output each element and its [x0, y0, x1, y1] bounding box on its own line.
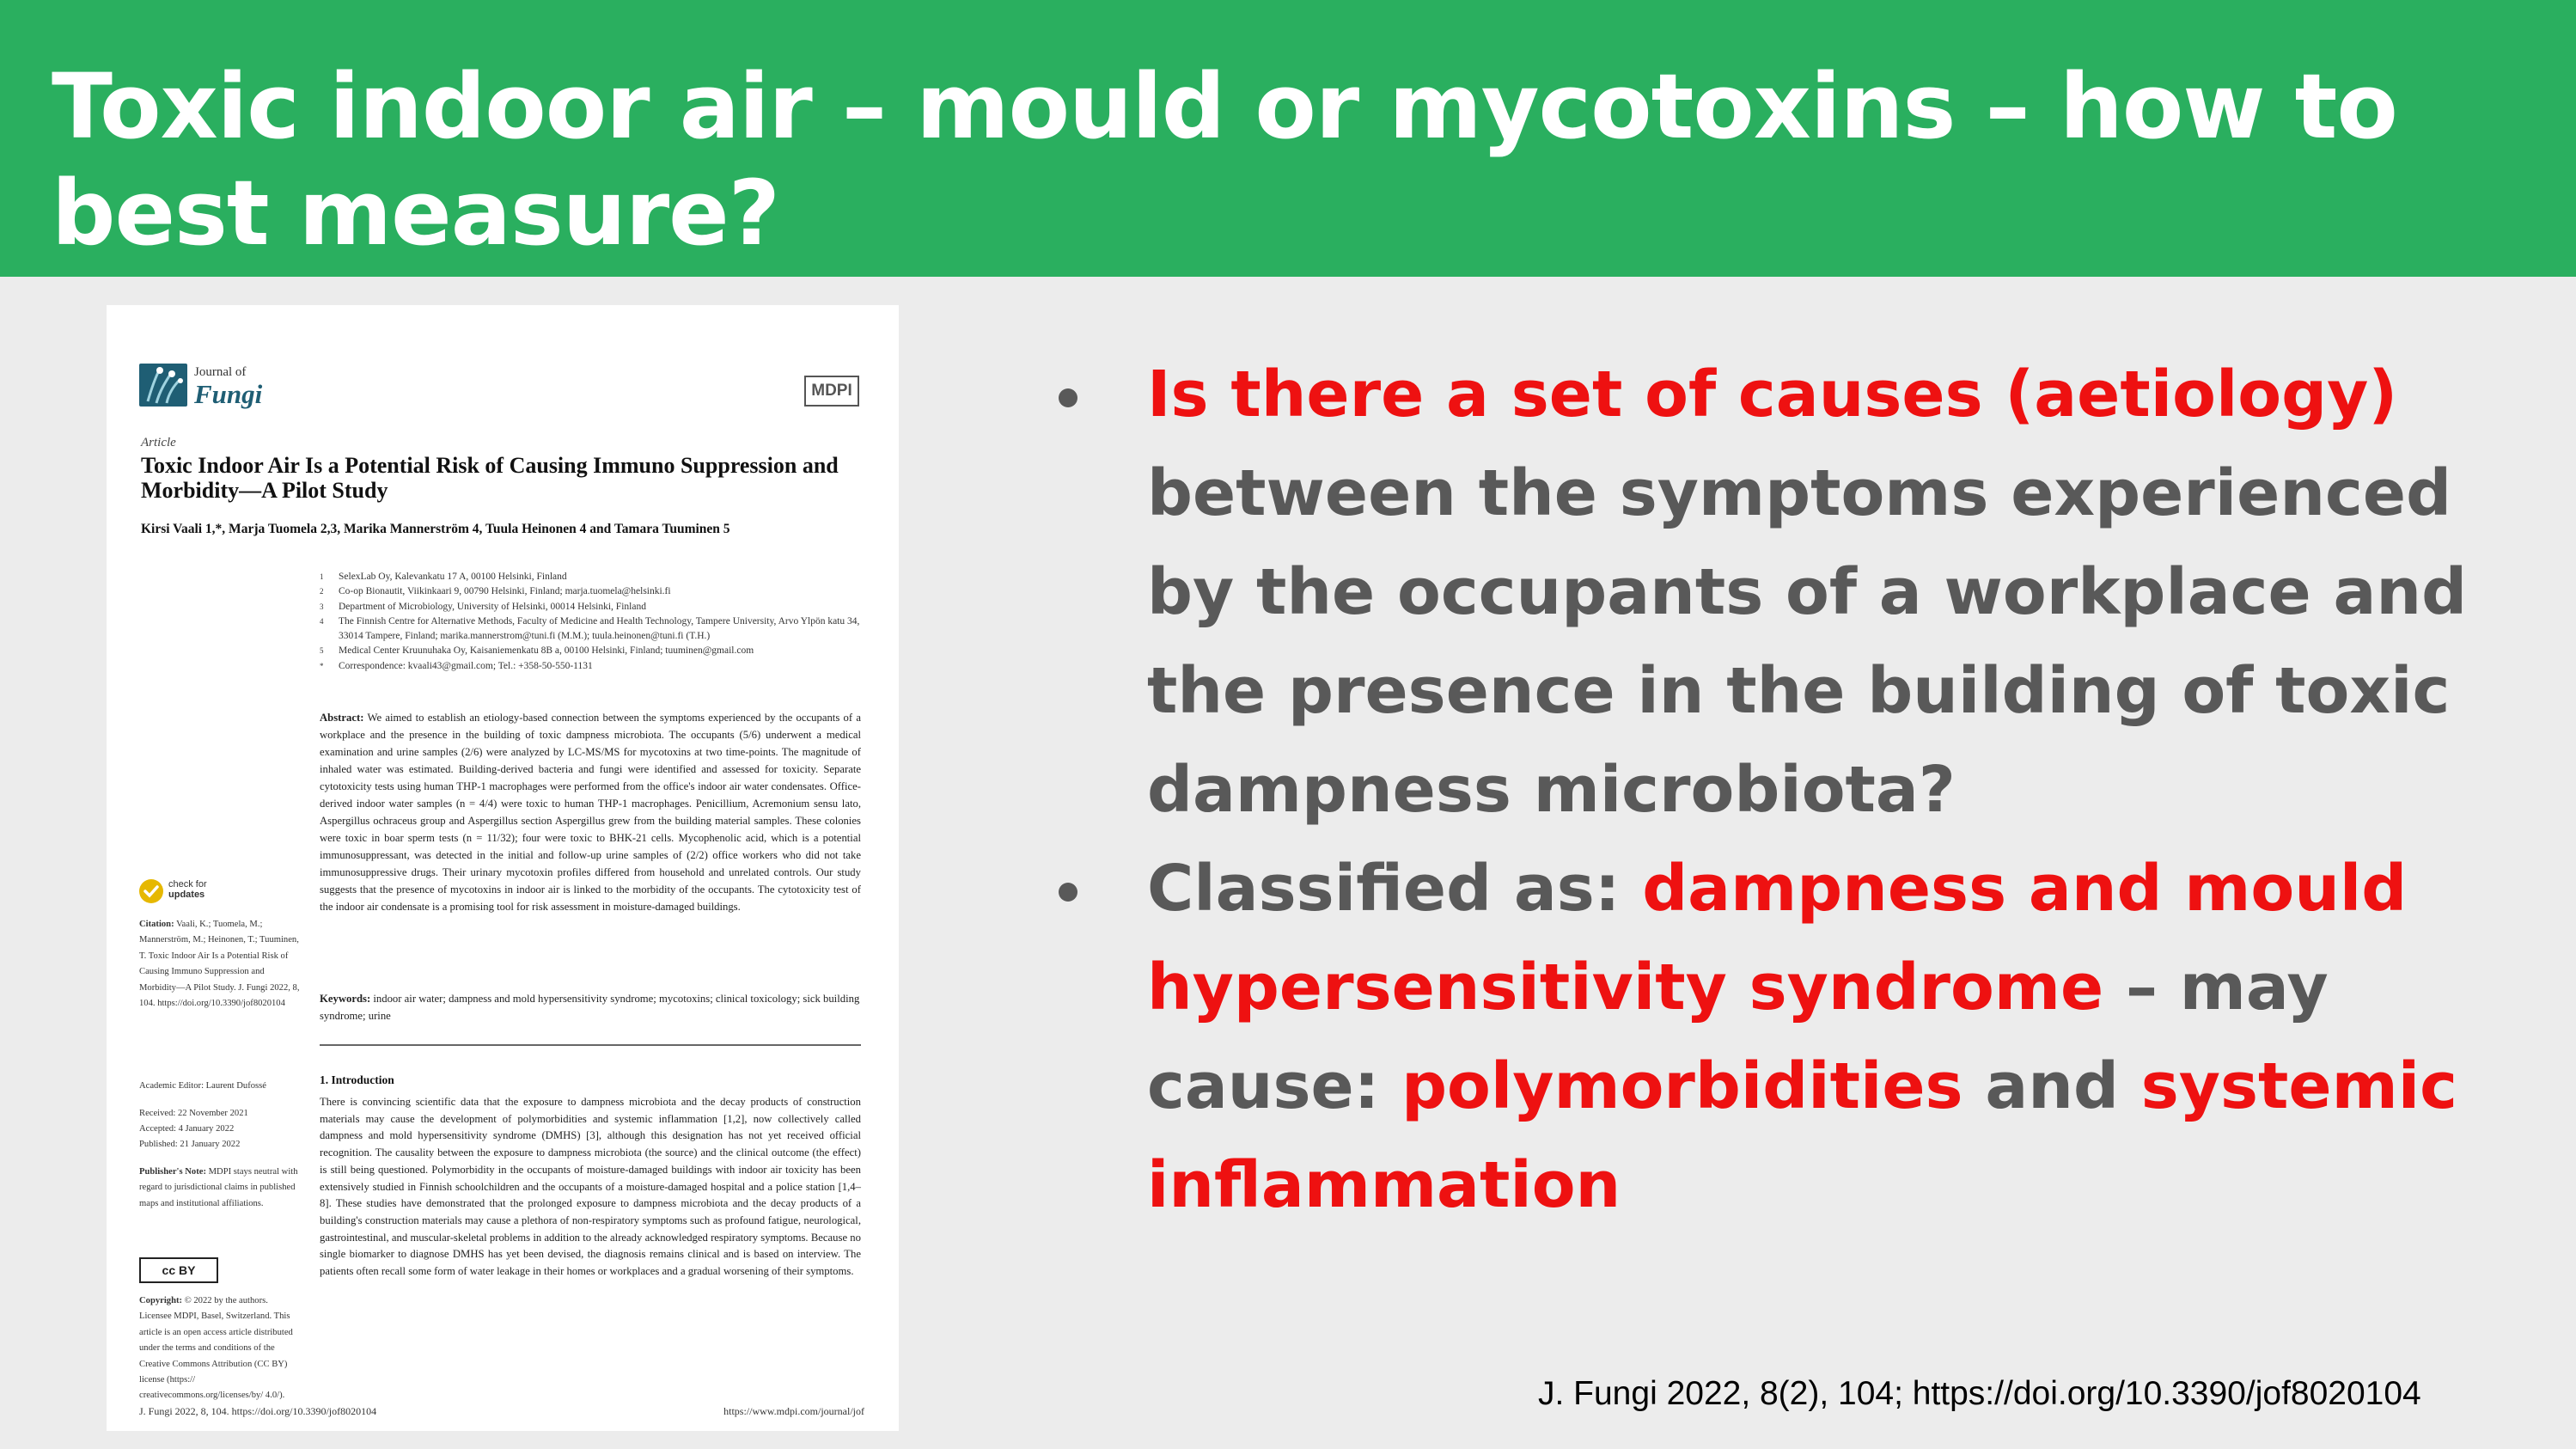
title-bar: [0, 0, 2576, 277]
bullet-highlight: Is there a set of causes (aetiology): [1147, 358, 2398, 431]
bullet-text: and: [1963, 1049, 2141, 1123]
intro-text: There is convincing scientific data that the exposure to dampness microbiota and the decay products of construction materials may cause the development of polymorbidities and systemic inflammation [1,2], now collectively called dampness and mold hypersensitivity syndrome (DMHS) [3], although this designation has not yet received official recognition. The causality between the exposure to dampness microbiota (the source) and the clinical outcome (the effect) is still being questioned. Polymorbidity in the occupants of moisture-damaged buildings with indoor air toxicity has been extensively studied in Finnish schoolchildren and the occupants of a moisture-damaged hospital and a police station [1,4–8]. These studies have demonstrated that the prolonged exposure to dampness microbiota and the decay products of a building's construction materials may cause a plethora of non-respiratory symptoms such as profound fatigue, neurological, gastrointestinal, and muscular-skeletal problems in addition to the already acknowledged respiratory symptoms. Because no single biomarker to diagnose DMHS has yet been devised, the diagnosis remains clinical and is based on interview. The patients often recall some form of water leakage in their homes or workplaces and a gradual worsening of their symptoms.: [320, 1096, 861, 1278]
bullet-highlight: systemic inflammation: [1147, 1049, 2457, 1222]
intro-heading: 1. Introduction: [320, 1073, 394, 1086]
cc-by-license-icon: cc BY: [139, 1257, 218, 1283]
bullet-highlight: polymorbidities: [1401, 1049, 1963, 1123]
bullet-classification: [1057, 840, 2518, 1235]
bullet-text: – may cause:: [1147, 951, 2329, 1123]
affiliation-row: 3 Department of Microbiology, University of Helsinki, 00014 Helsinki, Finland: [320, 601, 646, 612]
article-type-label: Article: [141, 436, 176, 449]
journal-name: Fungi: [194, 379, 263, 409]
affiliation-row: 2 Co-op Bionautit, Viikinkaari 9, 00790 Helsinki, Finland; marja.tuomela@helsinki.fi: [320, 586, 671, 597]
bullet-highlight: dampness and mould hypersensitivity syndrome: [1147, 852, 2408, 1024]
affiliation-row: 4 The Finnish Centre for Alternative Methods, Faculty of Medicine and Health Technology, Tampere University, Arvo Ylpön katu 34, 33014 Tampere, Finland; marika.mannerstrom@tuni.fi (M.M.); tuula.heinonen@tuni.fi (T.H.): [320, 615, 860, 642]
check-updates-label[interactable]: check for updates: [168, 879, 207, 900]
paper-footer-right: https://www.mdpi.com/journal/jof: [723, 1405, 864, 1417]
affiliation-row: * Correspondence: kvaali43@gmail.com; Tel.: +358-50-550-1131: [320, 660, 593, 671]
copyright: Copyright: © 2022 by the authors. Licensee MDPI, Basel, Switzerland. This article is an open access article distributed under the terms and conditions of the Creative Commons Attribution (CC BY) license (https:// creativecommons.org/licenses/by/ 4.0/).: [139, 1296, 293, 1401]
paper-thumbnail: [107, 305, 899, 1431]
received-date: Received: 22 November 2021: [139, 1109, 248, 1118]
citation-block: Citation: Vaali, K.; Tuomela, M.; Mannerström, M.; Heinonen, T.; Tuuminen, T. Toxic Indoor Air Is a Potential Risk of Causing Immuno Suppression and Morbidity—A Pilot Study. J. Fungi 2022, 8, 104. https://doi.org/10.3390/jof8020104: [139, 920, 300, 1009]
affiliation-row: 1 SelexLab Oy, Kalevankatu 17 A, 00100 Helsinki, Finland: [320, 572, 567, 582]
paper-footer-left: J. Fungi 2022, 8, 104. https://doi.org/10.3390/jof8020104: [139, 1405, 377, 1417]
citation-footer: J. Fungi 2022, 8(2), 104; https://doi.org/10.3390/jof8020104: [1538, 1375, 2421, 1412]
bullet-aetiology: [1057, 345, 2518, 840]
paper-title: Toxic Indoor Air Is a Potential Risk of Causing Immuno Suppression and Morbidity—A Pilot Study: [141, 453, 839, 503]
mdpi-logo: MDPI: [804, 376, 859, 407]
check-updates-icon[interactable]: [139, 879, 163, 903]
bullet-text: between the symptoms experienced by the occupants of a workplace and the presence in the building of toxic dampness microbiota?: [1147, 456, 2468, 827]
slide-title: Toxic indoor air – mould or mycotoxins – how to best measure?: [52, 54, 2397, 266]
affiliations: [320, 570, 870, 674]
publisher-note: Publisher's Note: MDPI stays neutral with regard to jurisdictional claims in published maps and institutional affiliations.: [139, 1167, 298, 1208]
keywords: Keywords: indoor air water; dampness and mold hypersensitivity syndrome; mycotoxins; clinical toxicology; sick building syndrome; urine: [320, 993, 860, 1022]
fungi-logo-icon: [139, 364, 187, 407]
journal-of-label: Journal of: [194, 365, 247, 379]
divider: [320, 1044, 861, 1046]
paper-authors: Kirsi Vaali 1,*, Marja Tuomela 2,3, Marika Mannerström 4, Tuula Heinonen 4 and Tamara Tuuminen 5: [141, 522, 730, 536]
bullet-text: Classified as:: [1147, 852, 1643, 926]
academic-editor: Academic Editor: Laurent Dufossé: [139, 1081, 266, 1091]
published-date: Published: 21 January 2022: [139, 1140, 241, 1149]
accepted-date: Accepted: 4 January 2022: [139, 1124, 235, 1134]
bullet-list: [1057, 345, 2518, 1235]
affiliation-row: 5 Medical Center Kruunuhaka Oy, Kaisaniemenkatu 8B a, 00100 Helsinki, Finland; tuuminen@gmail.com: [320, 645, 754, 657]
abstract: Abstract: We aimed to establish an etiology-based connection between the symptoms experienced by the occupants of a workplace and the presence in the building of toxic dampness microbiota. The occupants (5/6) underwent a medical examination and urine samples (2/6) were analyzed by LC-MS/MS for mycotoxins at two time-points. The magnitude of inhaled water was estimated. Building-derived bacteria and fungi were identified and assessed for toxicity. Separate cytotoxicity tests using human THP-1 macrophages were performed from the office's indoor air water condensates. Office-derived indoor water samples (n = 4/4) were toxic to human THP-1 macrophages. Penicillium, Acremonium sensu lato, Aspergillus ochraceus group and Aspergillus section Aspergillus grew from the building material samples. These colonies were toxic in boar sperm tests (n = 11/32); four were toxic to BHK-21 cells. Mycophenolic acid, which is a potential immunosuppressant, was detected in the initial and follow-up urine samples of (2/2) office workers who did not take immunosuppressive drugs. Their urinary mycotoxin profiles differed from household and unrelated controls. Our study suggests that the presence of mycotoxins in indoor air is linked to the morbidity of the occupants. The cytotoxicity test of the indoor air condensate is a promising tool for risk assessment in moisture-damaged buildings.: [320, 712, 861, 913]
